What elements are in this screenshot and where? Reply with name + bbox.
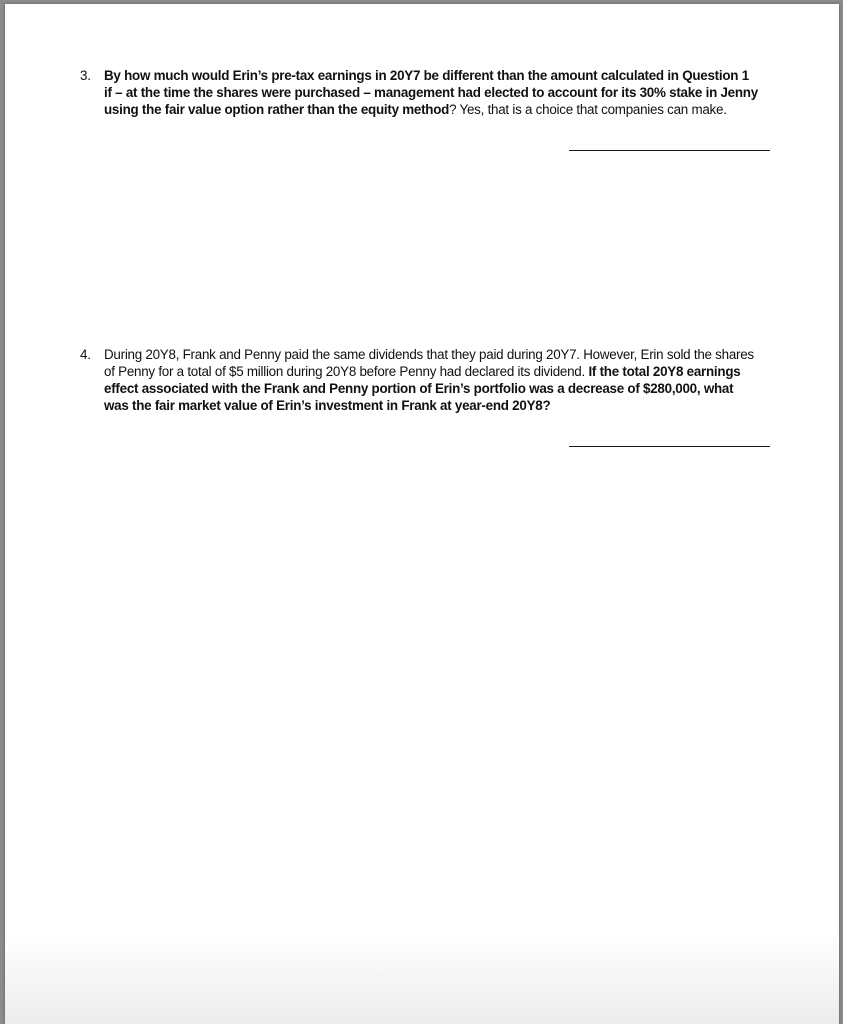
answer-line-4: [569, 446, 770, 447]
answer-line-3: [569, 150, 770, 151]
question-bold-text: If the total 20Y8 earnings effect associated with the Frank and Penny portion of Erin’s portfolio was a decrease of $280,000, what was the fair market value of Erin’s investment in Frank at year-end 20Y8?: [104, 364, 741, 413]
question-bold-text: By how much would Erin’s pre-tax earnings in 20Y7 be different than the amount calculated in Question 1 if – at the time the shares were purchased – management had elected to account for its 30% stake in Jenny using the fair value option rather than the equity method: [104, 68, 758, 117]
page-bottom-shadow: [5, 934, 839, 1024]
question-3: [80, 67, 760, 118]
question-regular-text: ? Yes, that is a choice that companies can make.: [449, 102, 727, 117]
question-text: [104, 346, 760, 414]
question-regular-text: During 20Y8, Frank and Penny paid the same dividends that they paid during 20Y7. However, Erin sold the shares of Penny for a total of $5 million during 20Y8 before Penny had declared its dividend.: [104, 347, 754, 379]
document-page: [5, 4, 839, 1024]
question-text: [104, 67, 760, 118]
question-number: 4.: [80, 347, 91, 362]
question-number: 3.: [80, 68, 91, 83]
question-4: [80, 346, 760, 414]
